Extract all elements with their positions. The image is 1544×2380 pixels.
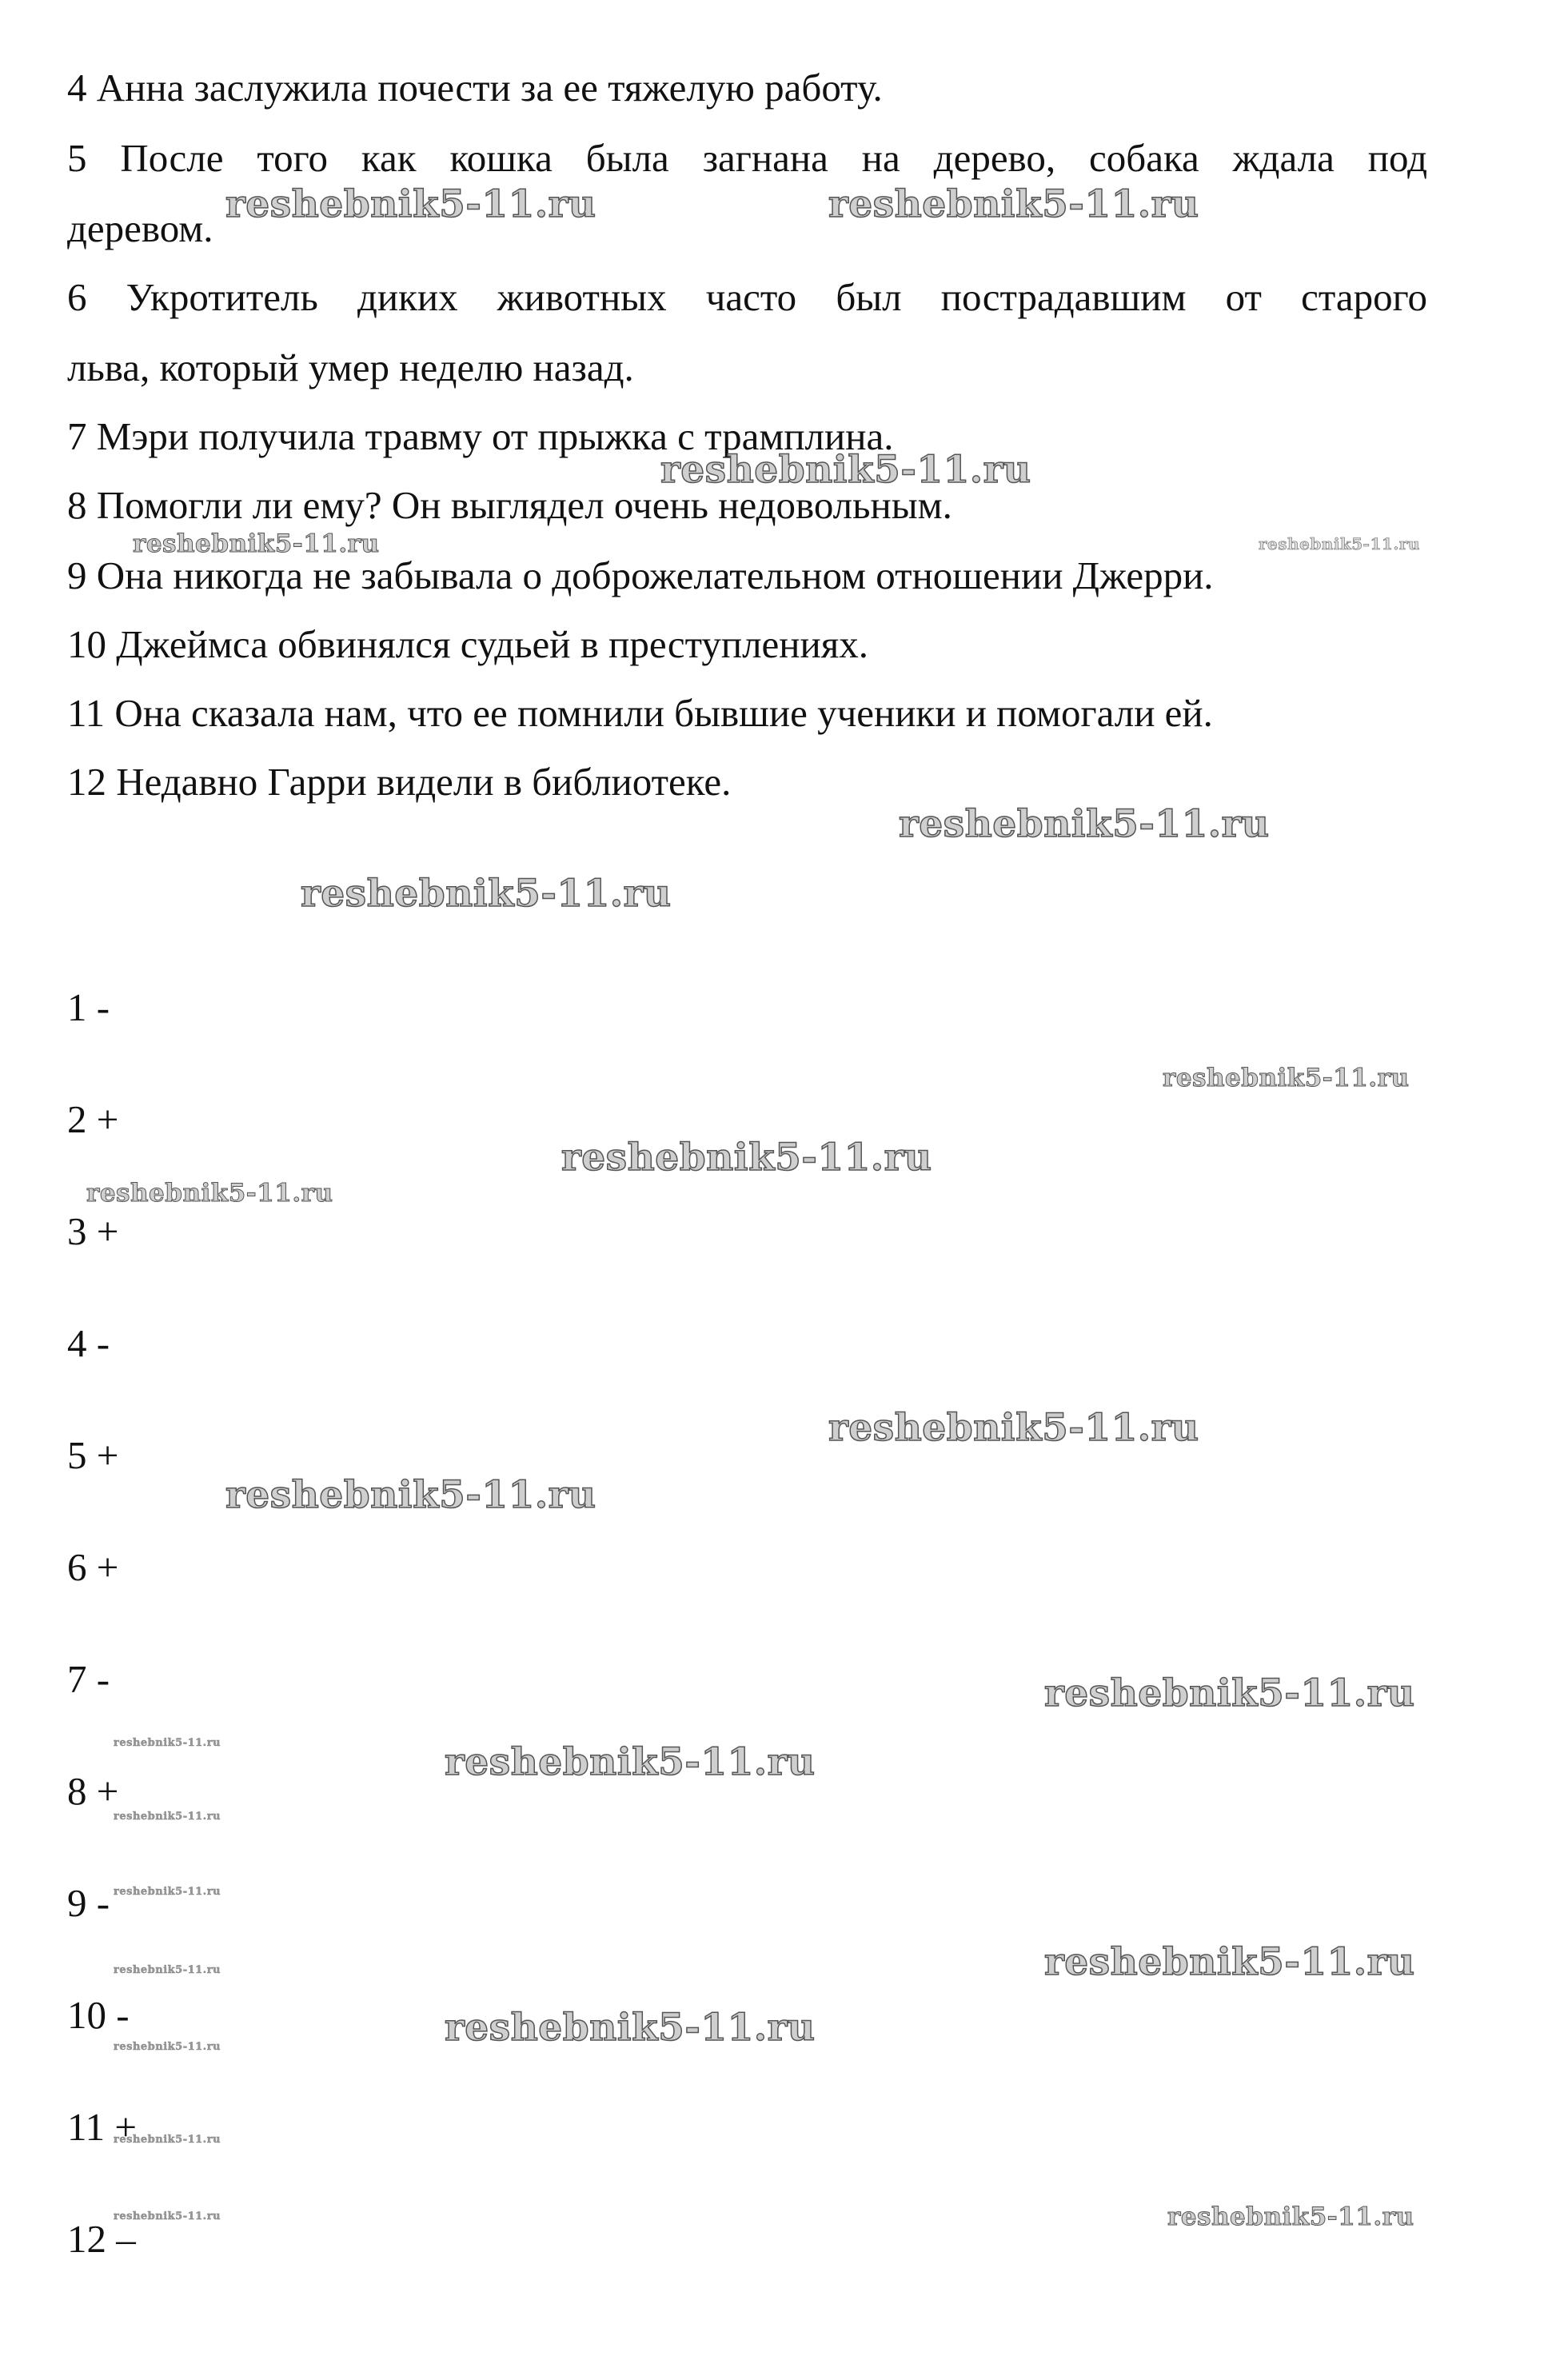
watermark: reshebnik5-11.ru <box>133 529 380 558</box>
watermark: reshebnik5-11.ru <box>1044 1940 1415 1984</box>
watermark: reshebnik5-11.ru <box>114 2041 221 2053</box>
watermark: reshebnik5-11.ru <box>660 448 1031 492</box>
watermark: reshebnik5-11.ru <box>828 182 1199 226</box>
answer-11: 11 + <box>67 2105 138 2149</box>
answer-8: 8 + <box>67 1769 119 1813</box>
watermark: reshebnik5-11.ru <box>1163 1064 1410 1092</box>
answer-5: 5 + <box>67 1433 119 1477</box>
answer-4: 4 - <box>67 1321 110 1365</box>
watermark: reshebnik5-11.ru <box>114 1737 221 1749</box>
watermark: reshebnik5-11.ru <box>899 802 1270 846</box>
answer-6: 6 + <box>67 1545 119 1589</box>
answer-10: 10 - <box>67 1993 130 2037</box>
watermark: reshebnik5-11.ru <box>1259 534 1420 553</box>
watermark: reshebnik5-11.ru <box>225 1473 596 1517</box>
answer-12: 12 – <box>67 2217 136 2261</box>
answer-7: 7 - <box>67 1657 110 1701</box>
watermark: reshebnik5-11.ru <box>86 1179 333 1208</box>
answer-3: 3 + <box>67 1209 119 1253</box>
sentence-4: 4 Анна заслужила почести за ее тяжелую работу. <box>67 66 883 110</box>
watermark: reshebnik5-11.ru <box>445 2006 816 2050</box>
sentence-7: 7 Мэри получила травму от прыжка с трамплина. <box>67 414 894 458</box>
sentence-5-line-2: деревом. <box>67 206 213 250</box>
sentence-6-line-2: льва, который умер неделю назад. <box>67 345 634 389</box>
sentence-6-line-1: 6 Укротитель диких животных часто был пострадавшим от старого <box>67 275 1427 319</box>
watermark: reshebnik5-11.ru <box>561 1136 932 1180</box>
watermark: reshebnik5-11.ru <box>114 2210 221 2222</box>
watermark: reshebnik5-11.ru <box>1167 2202 1414 2231</box>
watermark: reshebnik5-11.ru <box>114 2134 221 2146</box>
sentence-8: 8 Помогли ли ему? Он выглядел очень недовольным. <box>67 483 952 527</box>
watermark: reshebnik5-11.ru <box>301 872 672 916</box>
watermark: reshebnik5-11.ru <box>114 1964 221 1976</box>
watermark: reshebnik5-11.ru <box>828 1406 1199 1450</box>
watermark: reshebnik5-11.ru <box>445 1740 816 1784</box>
answer-2: 2 + <box>67 1097 119 1141</box>
sentence-12: 12 Недавно Гарри видели в библиотеке. <box>67 760 732 804</box>
watermark: reshebnik5-11.ru <box>114 1811 221 1823</box>
watermark: reshebnik5-11.ru <box>114 1886 221 1898</box>
sentence-10: 10 Джеймса обвинялся судьей в преступлениях. <box>67 622 869 666</box>
watermark: reshebnik5-11.ru <box>225 182 596 226</box>
answer-9: 9 - <box>67 1881 110 1925</box>
answer-1: 1 - <box>67 985 110 1029</box>
sentence-5-line-1: 5 После того как кошка была загнана на дерево, собака ждала под <box>67 136 1427 180</box>
watermark: reshebnik5-11.ru <box>1044 1671 1415 1715</box>
sentence-9: 9 Она никогда не забывала о доброжелательном отношении Джерри. <box>67 553 1214 597</box>
sentence-11: 11 Она сказала нам, что ее помнили бывшие ученики и помогали ей. <box>67 691 1213 735</box>
